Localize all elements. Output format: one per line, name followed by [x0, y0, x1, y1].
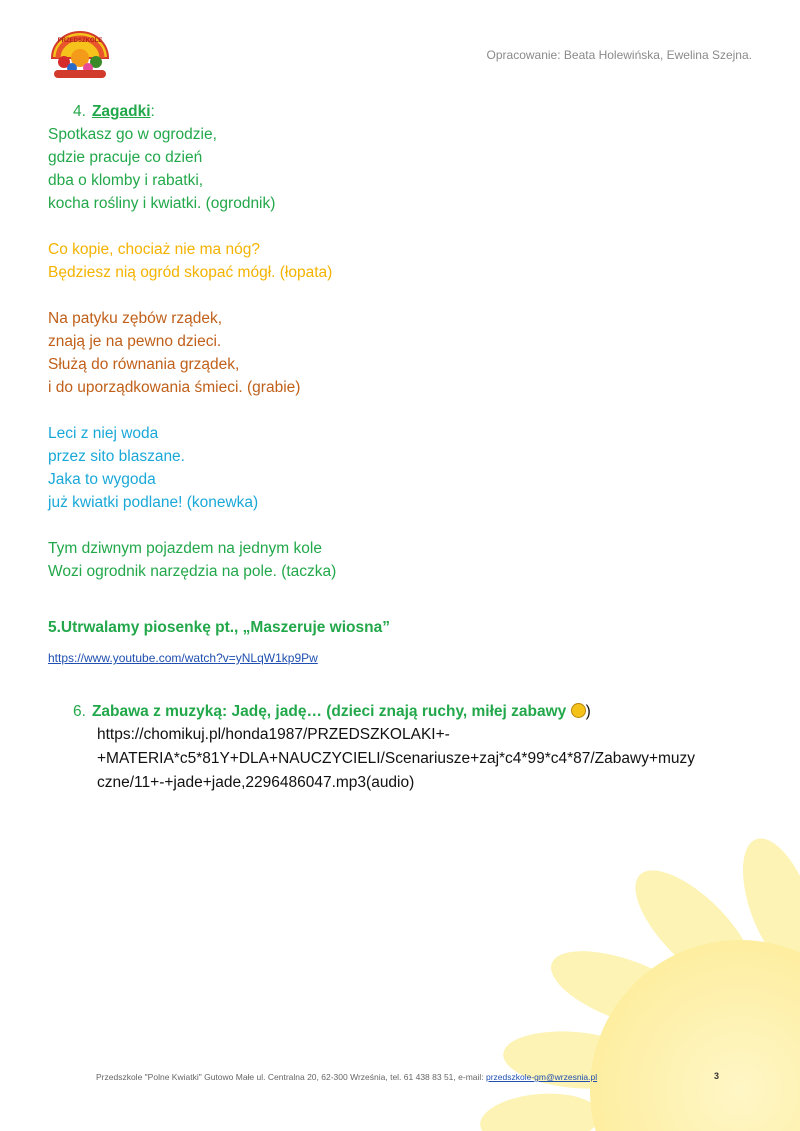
- riddle-line: Na patyku zębów rządek,: [48, 310, 223, 327]
- riddle-line: Leci z niej woda: [48, 425, 159, 442]
- audio-url[interactable]: [48, 723, 768, 795]
- smiley-icon: [571, 703, 586, 718]
- audio-url-line: czne/11+-+jade+jade,2296486047.mp3(audio): [97, 774, 415, 791]
- footer-text: Przedszkole "Polne Kwiatki" Gutowo Małe ul. Centralna 20, 62-300 Września, tel. 61 438 83 51, e-mail:: [96, 1072, 486, 1082]
- riddle-line: dba o klomby i rabatki,: [48, 172, 204, 189]
- riddle-line: Wozi ogrodnik narzędzia na pole. (taczka): [48, 563, 337, 580]
- riddle-wheelbarrow: [48, 537, 768, 583]
- riddle-line: Spotkasz go w ogrodzie,: [48, 126, 217, 143]
- section-6-heading: [48, 700, 768, 723]
- section-5-heading: 5.Utrwalamy piosenkę pt., „Maszeruje wiosna”: [48, 619, 390, 636]
- riddle-line: znają je na pewno dzieci.: [48, 333, 222, 350]
- section-4-colon: :: [150, 103, 155, 120]
- riddle-line: i do uporządkowania śmieci. (grabie): [48, 379, 301, 396]
- section-6-title: Zabawa z muzyką: Jadę, jadę… (dzieci znają ruchy, miłej zabawy: [91, 703, 571, 720]
- section-4-title: Zagadki: [91, 103, 151, 120]
- kindergarten-logo: [46, 28, 114, 82]
- section-4-heading: [48, 100, 768, 123]
- riddle-line: przez sito blaszane.: [48, 448, 185, 465]
- riddle-watering-can: [48, 422, 768, 514]
- riddle-line: Będziesz nią ogród skopać mógł. (łopata): [48, 264, 333, 281]
- riddle-line: kocha rośliny i kwiatki. (ogrodnik): [48, 195, 276, 212]
- logo-text: PRZEDSZKOLE: [57, 38, 103, 44]
- riddle-line: Jaka to wygoda: [48, 471, 156, 488]
- section-6-number: 6.: [73, 703, 86, 720]
- riddle-line: gdzie pracuje co dzień: [48, 149, 203, 166]
- riddle-line: Służą do równania grządek,: [48, 356, 240, 373]
- riddle-gardener: [48, 123, 768, 215]
- section-6-title-end: ): [585, 703, 591, 720]
- audio-url-line: +MATERIA*c5*81Y+DLA+NAUCZYCIELI/Scenariusze+zaj*c4*99*c4*87/Zabawy+muzy: [97, 750, 696, 767]
- header-author: Opracowanie: Beata Holewińska, Ewelina Szejna.: [486, 48, 752, 62]
- riddle-shovel: [48, 238, 768, 284]
- section-4-number: 4.: [73, 103, 86, 120]
- riddle-rake: [48, 307, 768, 399]
- riddle-line: Co kopie, chociaż nie ma nóg?: [48, 241, 260, 258]
- riddle-line: już kwiatki podlane! (konewka): [48, 494, 259, 511]
- page-number: 3: [714, 1071, 720, 1081]
- footer-email-link[interactable]: przedszkole-gm@wrzesnia.pl: [486, 1072, 598, 1082]
- document-body: [48, 100, 768, 795]
- youtube-link[interactable]: https://www.youtube.com/watch?v=yNLqW1kp9Pw: [48, 651, 318, 665]
- footer-address: [96, 1072, 597, 1082]
- audio-url-line: https://chomikuj.pl/honda1987/PRZEDSZKOLAKI+-: [97, 726, 450, 743]
- riddle-line: Tym dziwnym pojazdem na jednym kole: [48, 540, 322, 557]
